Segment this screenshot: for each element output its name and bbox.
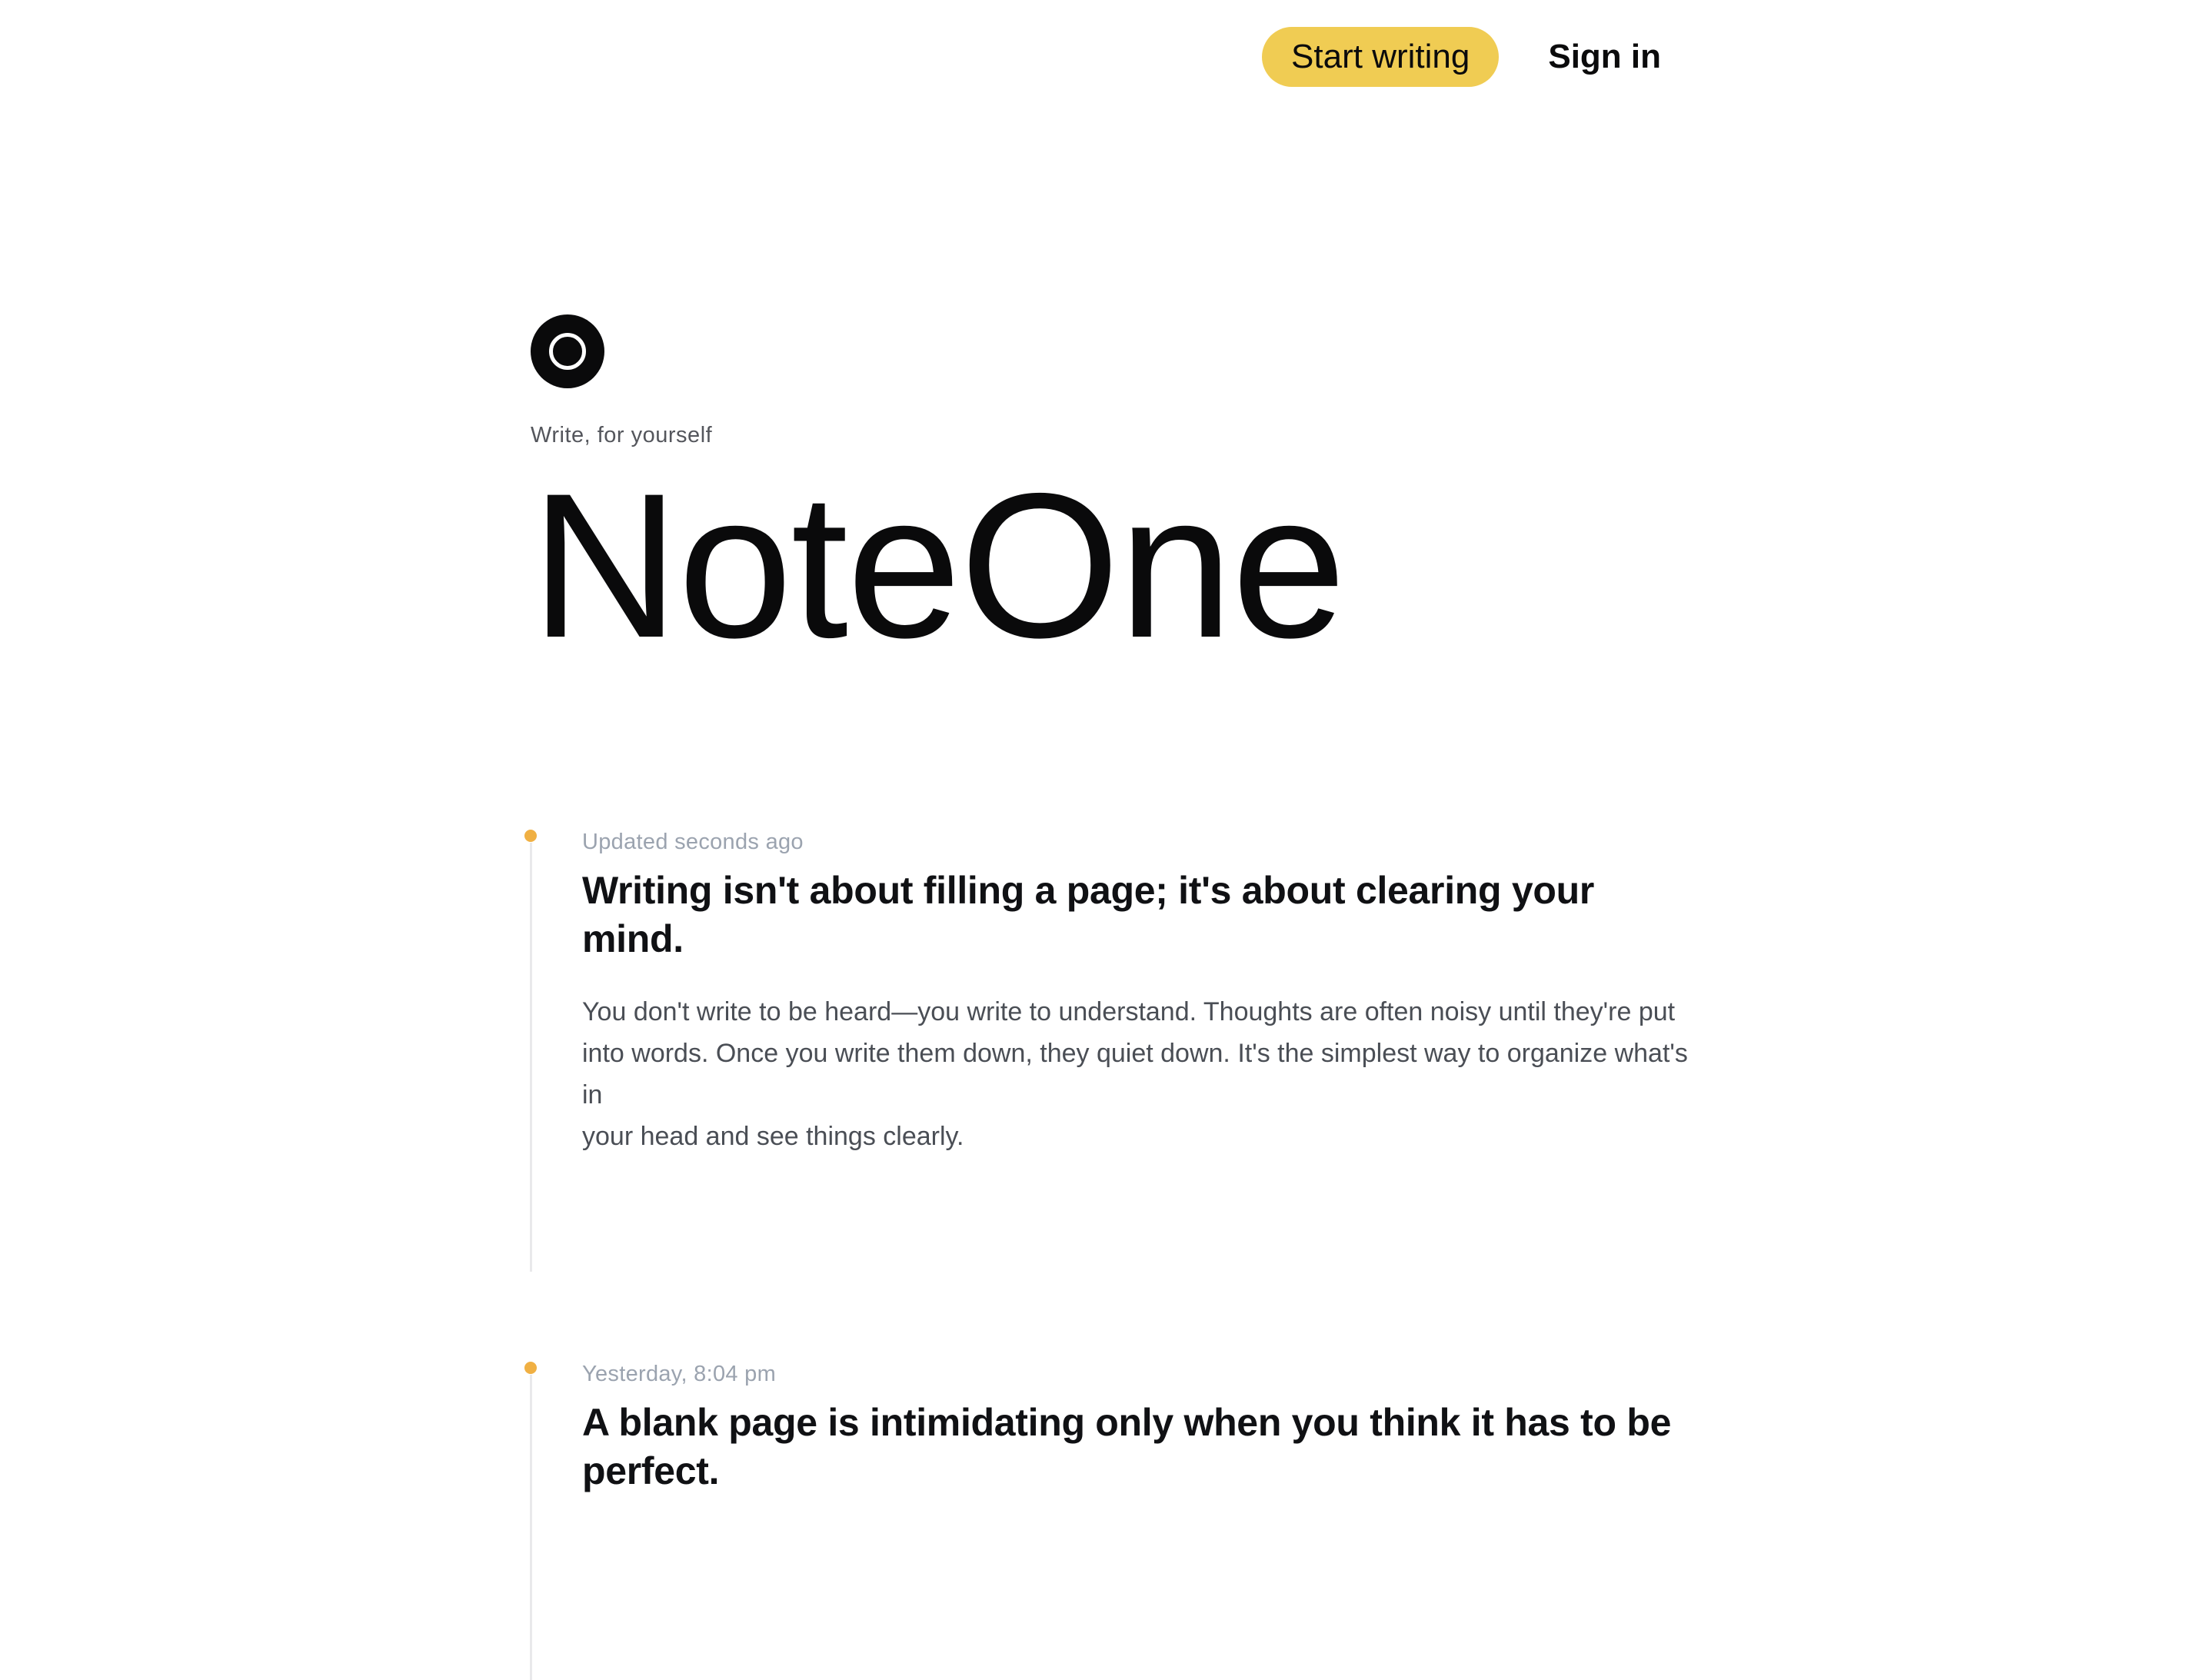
timeline-line — [530, 1375, 532, 1680]
timeline-dot-icon — [524, 1362, 537, 1374]
timeline-line — [530, 843, 532, 1272]
circle-ring-logo-icon — [549, 333, 586, 370]
note-body: You don't write to be heard—you write to understand. Thoughts are often noisy until they're put into words. Once you write them down, they quiet down. It's the simplest way to organize what's in your head and see things clearly. — [582, 997, 1688, 1151]
note-title: A blank page is intimidating only when you think it has to be perfect. — [582, 1401, 1672, 1492]
noteone-logo — [531, 314, 604, 388]
note-timestamp: Yesterday, 8:04 pm — [582, 1362, 777, 1386]
note-title: Writing isn't about filling a page; it's about clearing your mind. — [582, 869, 1595, 960]
note-entry — [531, 829, 1696, 1272]
note-entry — [531, 1361, 1696, 1680]
timeline-dot-icon — [524, 830, 537, 842]
sign-in-link[interactable]: Sign in — [1548, 38, 1661, 75]
page-container — [531, 0, 1696, 1680]
tagline: Write, for yourself — [531, 423, 713, 447]
top-navigation — [531, 0, 1696, 87]
page-title: NoteOne — [531, 450, 1345, 680]
note-timestamp: Updated seconds ago — [582, 830, 804, 854]
notes-timeline — [531, 829, 1696, 1680]
start-writing-button[interactable]: Start writing — [1262, 27, 1499, 87]
